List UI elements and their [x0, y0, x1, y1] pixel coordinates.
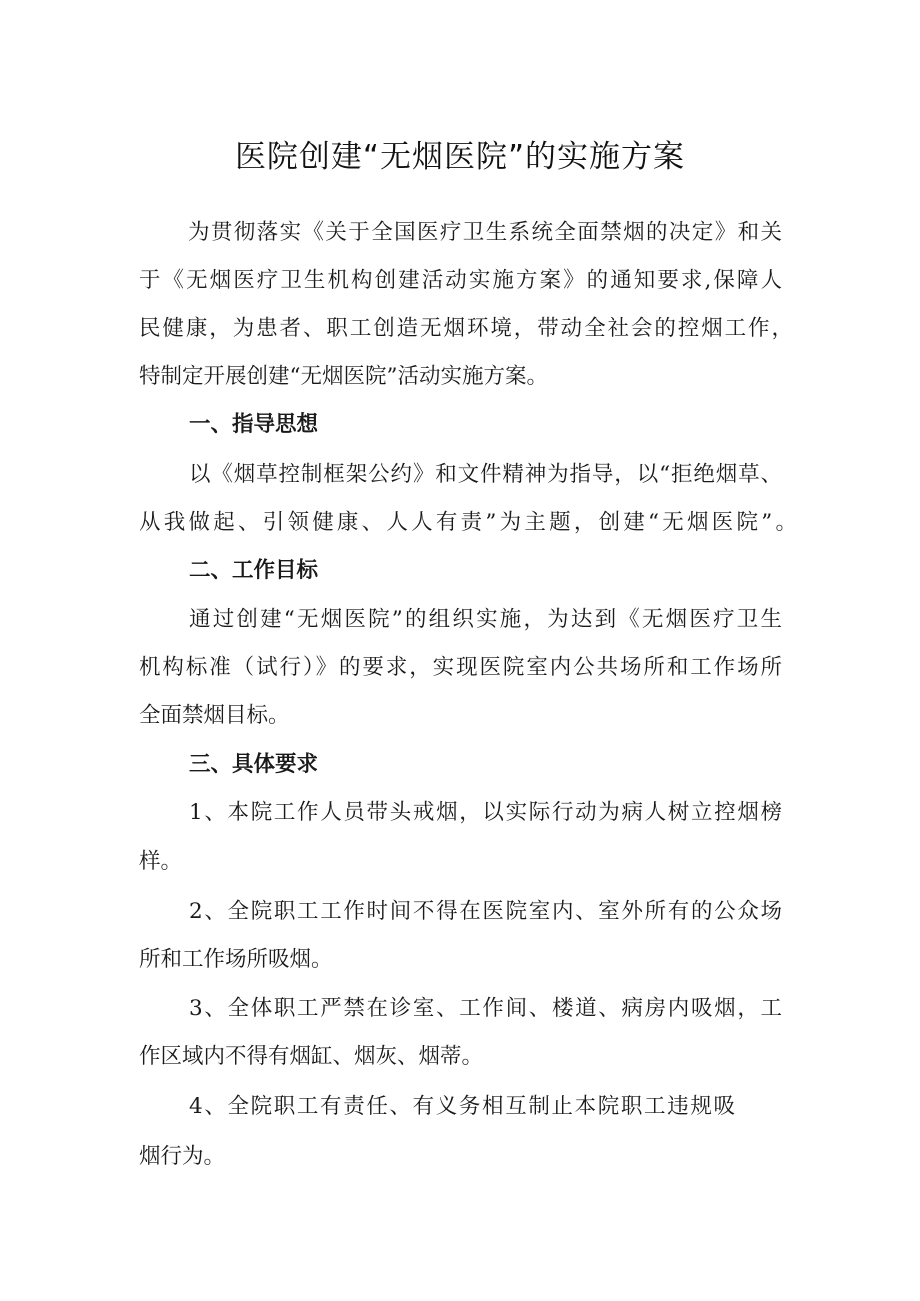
intro-line-4: 特制定开展创建“无烟医院”活动实施方案。 [139, 364, 548, 389]
section-2-line-3: 全面禁烟目标。 [139, 703, 290, 728]
section-1-line-2: 从我做起、引领健康、人人有责”为主题，创建“无烟医院”。 [139, 510, 797, 535]
requirement-2-line-1: 2、全院职工工作时间不得在医院室内、室外所有的公众场 [189, 899, 782, 924]
requirement-1-line-1: 1、本院工作人员带头戒烟，以实际行动为病人树立控烟榜 [189, 800, 782, 825]
requirement-2-line-2: 所和工作场所吸烟。 [139, 947, 333, 972]
requirement-1-line-2: 样。 [139, 849, 183, 874]
intro-line-1: 为贯彻落实《关于全国医疗卫生系统全面禁烟的决定》和关 [188, 220, 782, 245]
requirement-3-line-1: 3、全体职工严禁在诊室、工作间、楼道、病房内吸烟，工 [189, 996, 782, 1021]
section-heading-2: 二、工作目标 [189, 558, 319, 583]
section-1-line-1: 以《烟草控制框架公约》和文件精神为指导，以“拒绝烟草、 [189, 462, 782, 487]
intro-line-3: 民健康，为患者、职工创造无烟环境，带动全社会的控烟工作， [139, 316, 793, 341]
section-heading-3: 三、具体要求 [189, 752, 319, 777]
section-heading-1: 一、指导思想 [189, 412, 319, 437]
requirement-4-line-2: 烟行为。 [139, 1144, 226, 1169]
section-2-line-2: 机构标准（试行）》的要求，实现医院室内公共场所和工作场所 [139, 655, 782, 680]
section-2-line-1: 通过创建“无烟医院”的组织实施，为达到《无烟医疗卫生 [189, 607, 782, 632]
requirement-4-line-1: 4、全院职工有责任、有义务相互制止本院职工违规吸 [189, 1094, 735, 1119]
intro-line-2: 于《无烟医疗卫生机构创建活动实施方案》的通知要求,保障人 [139, 268, 782, 293]
document-title: 医院创建“无烟医院”的实施方案 [234, 139, 686, 175]
requirement-3-line-2: 作区域内不得有烟缸、烟灰、烟蒂。 [139, 1044, 484, 1069]
